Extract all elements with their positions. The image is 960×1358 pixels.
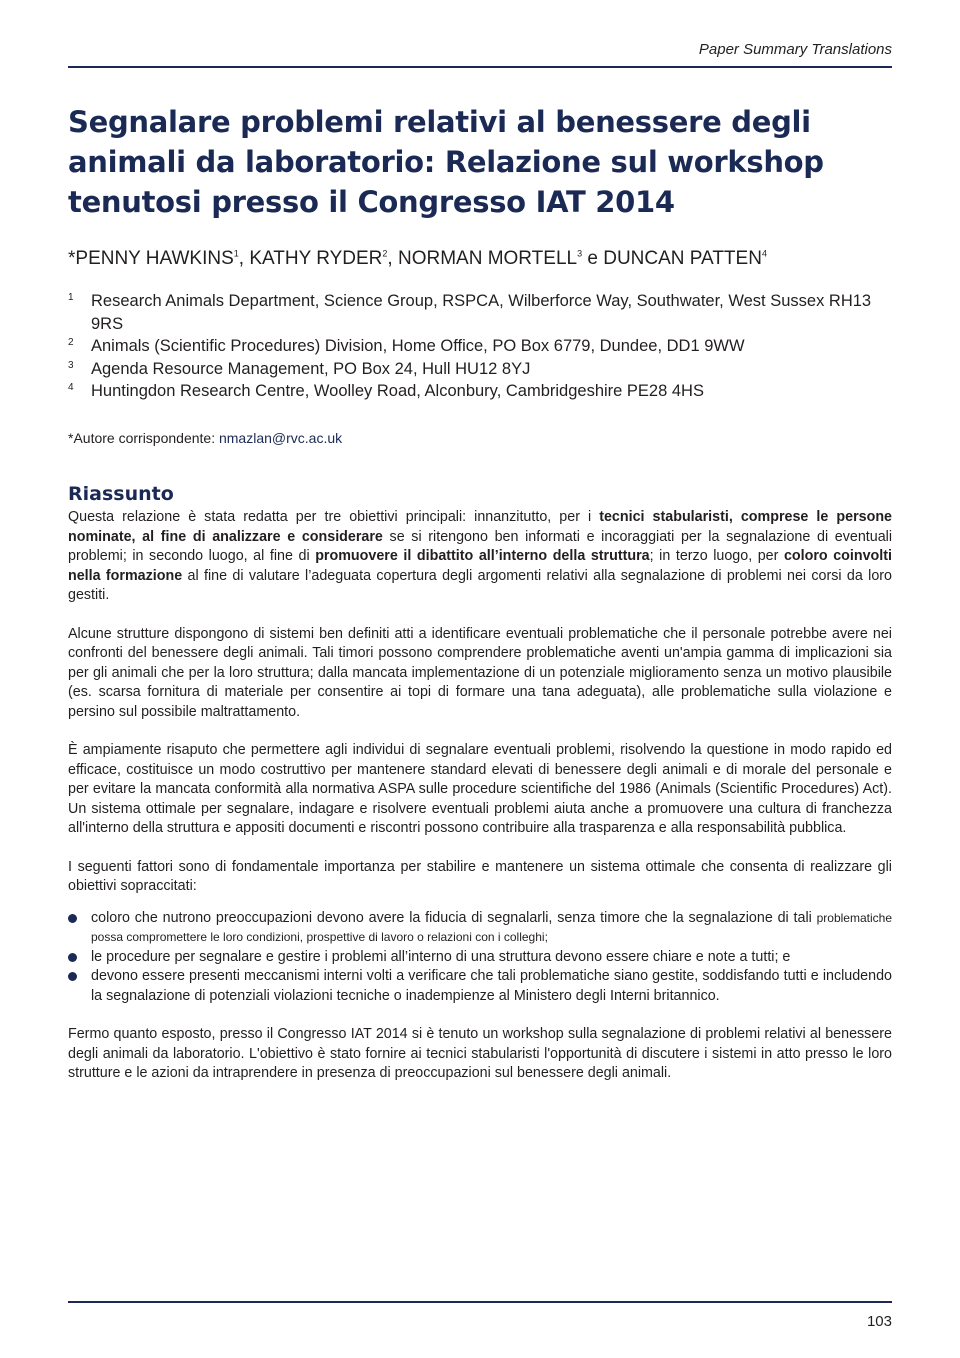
bullet-item	[68, 909, 892, 948]
text-run: se si ritengono ben informati e incoraggiati per la segnalazione di eventuali problemi; in secondo luogo, al fine di	[68, 528, 893, 564]
affiliation-text: Animals (Scientific Procedures) Division, Home Office, PO Box 6779, Dundee, DD1 9WW	[91, 337, 745, 356]
corresponding-email-link[interactable]: nmazlan@rvc.ac.uk	[218, 430, 343, 446]
author-affiliation-mark: 1	[233, 248, 239, 259]
bullet-item	[68, 967, 892, 1006]
author-list	[68, 246, 892, 272]
abstract-body	[68, 508, 892, 1103]
author-name: *PENNY HAWKINS	[68, 248, 234, 269]
bullet-list	[68, 909, 892, 1007]
affiliation-number: 2	[68, 337, 74, 349]
bullet-item	[68, 948, 892, 968]
abstract-paragraph: Fermo quanto esposto, presso il Congresso IAT 2014 si è tenuto un workshop sulla segnalazione di problemi relativi al benessere degli animali da laboratorio. L'obiettivo è stato fornire ai tecnici stabularisti l'opportunità di discutere i sistemi in atto presso le loro strutture e le azioni da intraprendere in presenza di preoccupazioni sul benessere degli animali.	[68, 1026, 892, 1081]
abstract-paragraph: È ampiamente risaputo che permettere agli individui di segnalare eventuali problemi, risolvendo la questione in modo rapido ed efficace, costituisce un modo costruttivo per mantenere standard elevati di benessere degli animali e di morale del personale e per evitare la mancata conformità alla normativa ASPA sulle procedure scientifiche del 1986 (Animals (Scientific Procedures) Act). Un sistema ottimale per segnalare, indagare e risolvere eventuali problemi aiuta anche a promuovere una cultura di franchezza all'interno della struttura e appositi documenti e riscontri possono contribuire alla trasparenza e alla responsabilità pubblica.	[68, 742, 892, 836]
bullet-text: le procedure per segnalare e gestire i problemi all’interno di una struttura devono essere chiare e note a tutti; e	[91, 948, 791, 965]
author-affiliation-mark: 2	[382, 248, 388, 259]
paper-title: Segnalare problemi relativi al benessere degli animali da laboratorio: Relazione sul workshop tenutosi presso il Congresso IAT 2014	[68, 105, 824, 219]
bold-text-run: tecnici stabularisti, comprese le persone nominate, al fine di analizzare e considerare	[68, 509, 893, 545]
author-separator: ,	[387, 248, 398, 269]
affiliation-text: Research Animals Department, Science Group, RSPCA, Wilberforce Way, Southwater, West Sussex RH13 9RS	[91, 292, 872, 333]
bold-text-run: promuovere il dibattito all’interno della struttura	[315, 548, 650, 564]
running-head: Paper Summary Translations	[698, 41, 892, 58]
affiliation-text: Agenda Resource Management, PO Box 24, Hull HU12 8YJ	[91, 359, 531, 378]
bullet-dot-icon	[68, 953, 77, 962]
page-number: 103	[866, 1313, 892, 1330]
bullet-dot-icon	[68, 914, 77, 923]
author-name: KATHY RYDER	[249, 248, 383, 269]
affiliation-text: Huntingdon Research Centre, Woolley Road, Alconbury, Cambridgeshire PE28 4HS	[91, 382, 704, 401]
text-run: Questa relazione è stata redatta per tre obiettivi principali: innanzitutto, per i	[68, 509, 600, 525]
affiliation-list	[68, 290, 892, 403]
corresponding-author	[68, 428, 342, 448]
affiliation-number: 1	[68, 292, 74, 303]
text-run: ; in terzo luogo, per	[649, 548, 784, 564]
author-name: DUNCAN PATTEN	[603, 248, 762, 269]
bold-text-run: coloro coinvolti nella formazione	[68, 548, 892, 584]
author-affiliation-mark: 4	[761, 248, 767, 259]
affiliation-item	[68, 380, 892, 403]
affiliation-item	[68, 335, 892, 358]
author-affiliation-mark: 3	[577, 248, 583, 259]
footer-rule	[68, 1301, 892, 1303]
affiliation-number: 3	[68, 359, 74, 371]
abstract-paragraph: I seguenti fattori sono di fondamentale importanza per stabilire e mantenere un sistema ottimale che consenta di realizzare gli obiettivi sopraccitati:	[68, 858, 892, 894]
bullet-text: devono essere presenti meccanismi interni volti a verificare che tali problematiche siano gestite, soddisfando tutti e includendo la segnalazione di potenziali violazioni tecniche o inadempienze al Ministero degli Interni britannico.	[91, 968, 892, 1004]
author-name: NORMAN MORTELL	[397, 248, 578, 269]
abstract-heading: Riassunto	[68, 483, 174, 505]
header-rule	[68, 66, 892, 68]
affiliation-item	[68, 358, 892, 381]
corresponding-label: *Autore corrispondente:	[68, 430, 219, 446]
author-separator: ,	[238, 248, 250, 269]
bullet-dot-icon	[68, 972, 77, 981]
affiliation-number: 4	[68, 382, 74, 394]
text-run: al fine di valutare l’adeguata copertura degli argomenti relativi alla segnalazione di problemi nei corsi da loro gestiti.	[68, 567, 893, 603]
author-separator: e	[582, 248, 604, 269]
abstract-paragraph: Alcune strutture dispongono di sistemi ben definiti atti a identificare eventuali problematiche che il personale potrebbe avere nei confronti del benessere degli animali. Tali timori possono comprendere problematiche aventi un'ampia gamma di implicazioni sia per gli animali che per la loro struttura; dalla mancata implementazione di un potenziale miglioramento senza un motivo plausibile (es. scarsa fornitura di materiale per consentire ai topi di formare una tana adeguata), alle problematiche sulla violazione e persino sul possibile maltrattamento.	[68, 625, 892, 720]
affiliation-item	[68, 290, 892, 335]
bullet-text: coloro che nutrono preoccupazioni devono avere la fiducia di segnalarli, senza timore che la segnalazione di tali	[91, 909, 817, 926]
bullet-text-small: problematiche possa compromettere le loro condizioni, prospettive di lavoro o relazioni con i colleghi;	[91, 910, 892, 944]
abstract-paragraph	[68, 508, 892, 606]
